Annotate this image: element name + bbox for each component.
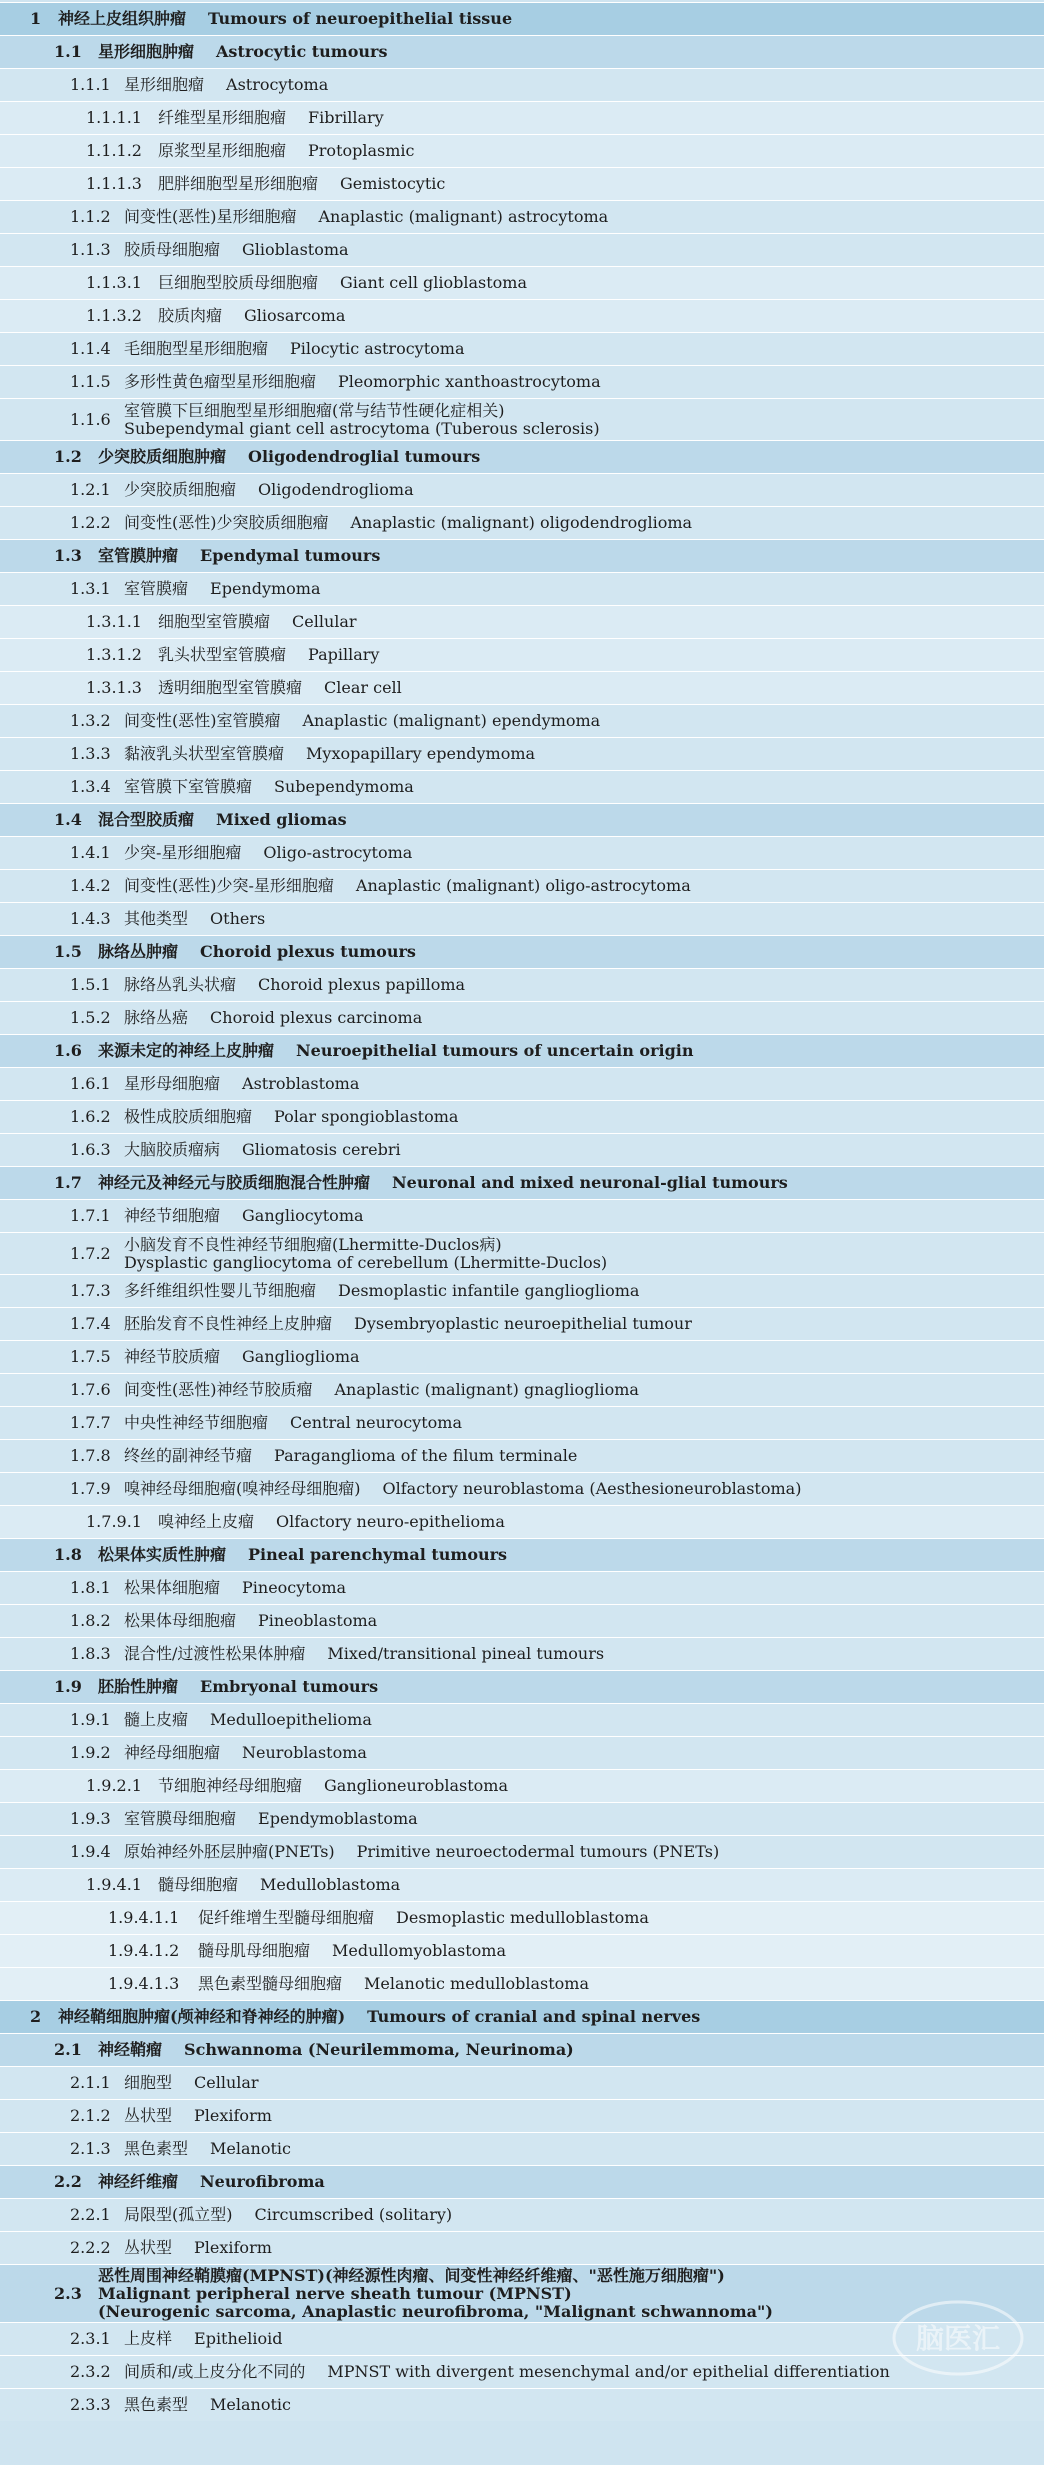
watermark-text: 脑医汇 — [915, 2322, 1001, 2355]
table-row — [0, 134, 1044, 167]
table-row — [0, 1001, 1044, 1034]
table-row — [0, 869, 1044, 902]
table-row — [0, 2388, 1044, 2421]
table-row — [0, 200, 1044, 233]
row-text-block — [124, 1236, 607, 1272]
row-english-name: Olfactory neuro-epithelioma — [276, 1512, 505, 1531]
row-line2: Subependymal giant cell astrocytoma (Tuberous sclerosis) — [124, 418, 600, 438]
row-english-name: Subependymoma — [274, 777, 414, 796]
row-english-name: Cellular — [194, 2073, 259, 2092]
table-row — [0, 68, 1044, 101]
table-row — [0, 1769, 1044, 1802]
row-number: 1.3.1.3 — [86, 678, 142, 697]
row-english-name: Neuronal and mixed neuronal-glial tumours — [392, 1173, 788, 1192]
row-english-name: Gangliocytoma — [242, 1206, 364, 1225]
row-chinese-name: 细胞型 — [124, 2073, 173, 2092]
row-chinese-name: 局限型(孤立型) — [124, 2205, 233, 2224]
table-row — [0, 2000, 1044, 2033]
row-number: 2.1.2 — [70, 2106, 111, 2125]
row-number: 1.3.3 — [70, 744, 111, 763]
row-chinese-name: 多纤维组织性婴儿节细胞瘤 — [124, 1281, 317, 1300]
table-row — [0, 1835, 1044, 1868]
table-row — [0, 1199, 1044, 1232]
row-number: 1.1.3.2 — [86, 306, 142, 325]
row-line2: Malignant peripheral nerve sheath tumour (MPNST) — [98, 2283, 572, 2303]
table-row — [0, 1100, 1044, 1133]
row-english-name: Schwannoma (Neurilemmoma, Neurinoma) — [184, 2040, 574, 2059]
row-number: 1.7.4 — [70, 1314, 111, 1333]
row-chinese-name: 脉络丛癌 — [124, 1008, 189, 1027]
row-chinese-name: 松果体细胞瘤 — [124, 1578, 221, 1597]
row-chinese-name: 神经母细胞瘤 — [124, 1743, 221, 1762]
table-row — [0, 737, 1044, 770]
row-english-name: Pineocytoma — [242, 1578, 347, 1597]
row-english-name: Ependymal tumours — [200, 546, 381, 565]
row-english-name: Plexiform — [194, 2106, 272, 2125]
row-english-name: Neuroepithelial tumours of uncertain origin — [296, 1041, 694, 1060]
row-english-name: Central neurocytoma — [290, 1413, 462, 1432]
row-english-name: Melanotic — [210, 2139, 291, 2158]
row-english-name: Olfactory neuroblastoma (Aesthesioneuroblastoma) — [382, 1479, 802, 1498]
row-chinese-name: 来源未定的神经上皮肿瘤 — [98, 1041, 275, 1060]
row-english-name: Ependymoblastoma — [258, 1809, 418, 1828]
table-row — [0, 365, 1044, 398]
row-english-name: Neurofibroma — [200, 2172, 325, 2191]
row-number: 1.9.2 — [70, 1743, 111, 1762]
row-number: 1.3.1.1 — [86, 612, 142, 631]
table-row — [0, 506, 1044, 539]
row-number: 1.1.1.2 — [86, 141, 142, 160]
row-chinese-name: 多形性黄色瘤型星形细胞瘤 — [124, 372, 317, 391]
row-english-name: Anaplastic (malignant) oligo-astrocytoma — [355, 876, 691, 895]
row-chinese-name: 松果体母细胞瘤 — [124, 1611, 237, 1630]
row-number: 1.7.6 — [70, 1380, 111, 1399]
row-number: 1.2 — [54, 447, 82, 466]
row-number: 1.4.3 — [70, 909, 111, 928]
table-row — [0, 770, 1044, 803]
row-chinese-name: 丛状型 — [124, 2238, 173, 2257]
table-row — [0, 1505, 1044, 1538]
row-chinese-name: 间变性(恶性)少突-星形细胞瘤 — [124, 876, 334, 895]
row-english-name: Ependymoma — [210, 579, 321, 598]
row-chinese-name: 少突-星形细胞瘤 — [124, 843, 242, 862]
row-number: 1.9.4.1.3 — [108, 1974, 180, 1993]
row-number: 1.7.9.1 — [86, 1512, 142, 1531]
row-number: 1.4 — [54, 810, 82, 829]
row-english-name: Fibrillary — [308, 108, 384, 127]
row-number: 1.9 — [54, 1677, 82, 1696]
row-number: 1.7.9 — [70, 1479, 111, 1498]
row-number: 1.1.1.3 — [86, 174, 142, 193]
row-number: 1.1.1.1 — [86, 108, 142, 127]
table-row — [0, 2231, 1044, 2264]
row-line1: 小脑发育不良性神经节细胞瘤(Lhermitte-Duclos病) — [124, 1234, 502, 1254]
row-english-name: Polar spongioblastoma — [274, 1107, 459, 1126]
row-line1: 恶性周围神经鞘膜瘤(MPNST)(神经源性肉瘤、间变性神经纤维瘤、"恶性施万细胞瘤") — [98, 2265, 725, 2285]
table-row — [0, 902, 1044, 935]
row-english-name: Oligo-astrocytoma — [263, 843, 413, 862]
table-row — [0, 1439, 1044, 1472]
row-number: 1.7.5 — [70, 1347, 111, 1366]
row-english-name: Epithelioid — [194, 2329, 283, 2348]
row-chinese-name: 促纤维增生型髓母细胞瘤 — [198, 1908, 375, 1927]
row-english-name: Tumours of cranial and spinal nerves — [367, 2007, 701, 2026]
row-number: 1.8.3 — [70, 1644, 111, 1663]
row-chinese-name: 髓母肌母细胞瘤 — [198, 1941, 311, 1960]
row-english-name: Medullomyoblastoma — [332, 1941, 507, 1960]
row-english-name: Protoplasmic — [308, 141, 415, 160]
table-row — [0, 1604, 1044, 1637]
row-english-name: Oligodendroglial tumours — [248, 447, 481, 466]
table-row — [0, 1868, 1044, 1901]
row-number: 1.5.1 — [70, 975, 111, 994]
table-row — [0, 1274, 1044, 1307]
row-chinese-name: 间变性(恶性)星形细胞瘤 — [124, 207, 297, 226]
table-row — [0, 2132, 1044, 2165]
row-number: 1.9.4 — [70, 1842, 111, 1861]
row-number: 2 — [30, 2007, 42, 2026]
row-english-name: MPNST with divergent mesenchymal and/or epithelial differentiation — [327, 2362, 890, 2381]
table-row — [0, 473, 1044, 506]
table-row — [0, 1736, 1044, 1769]
table-row — [0, 1034, 1044, 1067]
row-chinese-name: 室管膜下室管膜瘤 — [124, 777, 253, 796]
row-chinese-name: 星形细胞瘤 — [124, 75, 205, 94]
row-english-name: Anaplastic (malignant) ependymoma — [302, 711, 601, 730]
row-english-name: Astroblastoma — [242, 1074, 360, 1093]
table-row — [0, 968, 1044, 1001]
row-number: 1.9.1 — [70, 1710, 111, 1729]
row-number: 1.7.7 — [70, 1413, 111, 1432]
row-chinese-name: 星形母细胞瘤 — [124, 1074, 221, 1093]
table-row — [0, 572, 1044, 605]
row-chinese-name: 神经节细胞瘤 — [124, 1206, 221, 1225]
row-chinese-name: 节细胞神经母细胞瘤 — [158, 1776, 303, 1795]
table-row — [0, 1340, 1044, 1373]
row-chinese-name: 间质和/或上皮分化不同的 — [124, 2362, 306, 2381]
row-chinese-name: 神经鞘细胞肿瘤(颅神经和脊神经的肿瘤) — [58, 2007, 346, 2026]
row-english-name: Melanotic medulloblastoma — [364, 1974, 589, 1993]
row-line2: Dysplastic gangliocytoma of cerebellum (Lhermitte-Duclos) — [124, 1252, 608, 1272]
row-number: 1.8.2 — [70, 1611, 111, 1630]
row-line3: (Neurogenic sarcoma, Anaplastic neurofibroma, "Malignant schwannoma") — [98, 2301, 773, 2321]
row-chinese-name: 黏液乳头状型室管膜瘤 — [124, 744, 285, 763]
row-english-name: Astrocytoma — [226, 75, 329, 94]
row-chinese-name: 少突胶质细胞肿瘤 — [98, 447, 227, 466]
table-row — [0, 1703, 1044, 1736]
table-row — [0, 332, 1044, 365]
row-chinese-name: 间变性(恶性)神经节胶质瘤 — [124, 1380, 313, 1399]
row-english-name: Anaplastic (malignant) gnaglioglioma — [334, 1380, 639, 1399]
row-chinese-name: 脉络丛乳头状瘤 — [124, 975, 237, 994]
row-number: 1.1.3.1 — [86, 273, 142, 292]
table-row — [0, 1307, 1044, 1340]
row-english-name: Others — [210, 909, 266, 928]
row-chinese-name: 嗅神经上皮瘤 — [158, 1512, 255, 1531]
row-chinese-name: 室管膜母细胞瘤 — [124, 1809, 237, 1828]
row-english-name: Mixed/transitional pineal tumours — [327, 1644, 605, 1663]
row-chinese-name: 肥胖细胞型星形细胞瘤 — [158, 174, 319, 193]
row-english-name: Choroid plexus carcinoma — [210, 1008, 423, 1027]
table-row — [0, 803, 1044, 836]
row-english-name: Medulloepithelioma — [210, 1710, 372, 1729]
table-row — [0, 704, 1044, 737]
row-number: 1.5.2 — [70, 1008, 111, 1027]
row-number: 1.1.1 — [70, 75, 111, 94]
table-row — [0, 2033, 1044, 2066]
row-chinese-name: 嗅神经母细胞瘤(嗅神经母细胞瘤) — [124, 1479, 361, 1498]
table-row — [0, 398, 1044, 440]
row-number: 1.1.3 — [70, 240, 111, 259]
row-number: 1.5 — [54, 942, 82, 961]
table-row — [0, 638, 1044, 671]
table-row — [0, 605, 1044, 638]
row-number: 2.1.3 — [70, 2139, 111, 2158]
row-chinese-name: 星形细胞肿瘤 — [98, 42, 195, 61]
row-number: 1.4.2 — [70, 876, 111, 895]
table-row — [0, 836, 1044, 869]
row-chinese-name: 其他类型 — [124, 909, 189, 928]
row-english-name: Mixed gliomas — [216, 810, 347, 829]
row-english-name: Oligodendroglioma — [258, 480, 414, 499]
row-chinese-name: 上皮样 — [124, 2329, 173, 2348]
row-english-name: Gliomatosis cerebri — [242, 1140, 401, 1159]
row-number: 1.8 — [54, 1545, 82, 1564]
row-number: 1.9.4.1.2 — [108, 1941, 180, 1960]
row-chinese-name: 胶质母细胞瘤 — [124, 240, 221, 259]
row-text-block — [98, 2267, 773, 2321]
row-chinese-name: 混合性/过渡性松果体肿瘤 — [124, 1644, 306, 1663]
row-chinese-name: 黑色素型髓母细胞瘤 — [198, 1974, 343, 1993]
row-number: 2.2.2 — [70, 2238, 111, 2257]
row-english-name: Astrocytic tumours — [216, 42, 388, 61]
row-number: 1.1.6 — [70, 409, 111, 429]
row-english-name: Circumscribed (solitary) — [254, 2205, 453, 2224]
row-number: 1.7.1 — [70, 1206, 111, 1225]
row-number: 1.3.4 — [70, 777, 111, 796]
row-english-name: Pineoblastoma — [258, 1611, 378, 1630]
table-row — [0, 935, 1044, 968]
row-number: 1.3.2 — [70, 711, 111, 730]
row-number: 2.3.1 — [70, 2329, 111, 2348]
row-number: 1.6.2 — [70, 1107, 111, 1126]
row-number: 1.6.3 — [70, 1140, 111, 1159]
row-chinese-name: 原浆型星形细胞瘤 — [158, 141, 287, 160]
table-row — [0, 1538, 1044, 1571]
table-row — [0, 2165, 1044, 2198]
row-number: 2.3 — [54, 2283, 82, 2303]
table-row — [0, 2099, 1044, 2132]
row-chinese-name: 神经纤维瘤 — [98, 2172, 179, 2191]
row-chinese-name: 胚胎发育不良性神经上皮肿瘤 — [124, 1314, 333, 1333]
row-number: 1.6 — [54, 1041, 82, 1060]
row-chinese-name: 神经鞘瘤 — [98, 2040, 163, 2059]
row-number: 1.7.2 — [70, 1243, 111, 1263]
table-row — [0, 1166, 1044, 1199]
row-english-name: Ganglioglioma — [242, 1347, 360, 1366]
row-chinese-name: 黑色素型 — [124, 2395, 189, 2414]
row-chinese-name: 原始神经外胚层肿瘤(PNETs) — [124, 1842, 335, 1861]
table-row — [0, 1934, 1044, 1967]
row-number: 1.1.5 — [70, 372, 111, 391]
table-row — [0, 539, 1044, 572]
row-number: 1.2.2 — [70, 513, 111, 532]
row-english-name: Glioblastoma — [242, 240, 349, 259]
row-chinese-name: 中央性神经节细胞瘤 — [124, 1413, 269, 1432]
row-text-block — [124, 402, 600, 438]
table-row — [0, 440, 1044, 473]
table-row — [0, 2198, 1044, 2231]
table-row — [0, 671, 1044, 704]
row-number: 1.4.1 — [70, 843, 111, 862]
row-chinese-name: 间变性(恶性)室管膜瘤 — [124, 711, 281, 730]
row-number: 1.1.2 — [70, 207, 111, 226]
table-row — [0, 167, 1044, 200]
row-number: 1.7.8 — [70, 1446, 111, 1465]
row-number: 1.3.1.2 — [86, 645, 142, 664]
row-chinese-name: 大脑胶质瘤病 — [124, 1140, 221, 1159]
row-chinese-name: 间变性(恶性)少突胶质细胞瘤 — [124, 513, 329, 532]
row-english-name: Tumours of neuroepithelial tissue — [208, 9, 513, 28]
row-english-name: Anaplastic (malignant) astrocytoma — [318, 207, 609, 226]
row-english-name: Dysembryoplastic neuroepithelial tumour — [354, 1314, 692, 1333]
row-english-name: Pineal parenchymal tumours — [248, 1545, 508, 1564]
row-number: 1.7 — [54, 1173, 82, 1192]
row-english-name: Choroid plexus papilloma — [258, 975, 466, 994]
row-chinese-name: 乳头状型室管膜瘤 — [158, 645, 287, 664]
row-chinese-name: 室管膜肿瘤 — [98, 546, 179, 565]
row-english-name: Gliosarcoma — [244, 306, 346, 325]
row-chinese-name: 少突胶质细胞瘤 — [124, 480, 237, 499]
row-number: 2.3.2 — [70, 2362, 111, 2381]
row-english-name: Embryonal tumours — [200, 1677, 379, 1696]
table-row — [0, 266, 1044, 299]
row-number: 1.9.2.1 — [86, 1776, 142, 1795]
row-chinese-name: 脉络丛肿瘤 — [98, 942, 179, 961]
row-english-name: Ganglioneuroblastoma — [324, 1776, 508, 1795]
row-number: 1.9.4.1 — [86, 1875, 142, 1894]
table-row — [0, 1472, 1044, 1505]
row-english-name: Gemistocytic — [340, 174, 446, 193]
table-row — [0, 1802, 1044, 1835]
row-chinese-name: 松果体实质性肿瘤 — [98, 1545, 227, 1564]
row-english-name: Desmoplastic medulloblastoma — [396, 1908, 649, 1927]
row-chinese-name: 神经节胶质瘤 — [124, 1347, 221, 1366]
row-chinese-name: 混合型胶质瘤 — [98, 810, 195, 829]
table-row — [0, 2322, 1044, 2355]
row-number: 2.1 — [54, 2040, 82, 2059]
row-chinese-name: 神经上皮组织肿瘤 — [58, 9, 187, 28]
table-row — [0, 35, 1044, 68]
table-row — [0, 2, 1044, 35]
row-chinese-name: 纤维型星形细胞瘤 — [158, 108, 287, 127]
table-row — [0, 299, 1044, 332]
row-chinese-name: 终丝的副神经节瘤 — [124, 1446, 253, 1465]
table-row — [0, 1571, 1044, 1604]
row-chinese-name: 神经元及神经元与胶质细胞混合性肿瘤 — [98, 1173, 371, 1192]
table-row — [0, 1406, 1044, 1439]
table-row — [0, 1901, 1044, 1934]
row-chinese-name: 胶质肉瘤 — [158, 306, 223, 325]
row-english-name: Desmoplastic infantile ganglioglioma — [338, 1281, 640, 1300]
row-english-name: Pilocytic astrocytoma — [290, 339, 465, 358]
row-chinese-name: 细胞型室管膜瘤 — [158, 612, 271, 631]
row-number: 1.8.1 — [70, 1578, 111, 1597]
row-number: 2.3.3 — [70, 2395, 111, 2414]
row-number: 1.1 — [54, 42, 82, 61]
row-chinese-name: 髓上皮瘤 — [124, 1710, 189, 1729]
row-number: 1.9.3 — [70, 1809, 111, 1828]
table-row — [0, 1133, 1044, 1166]
row-chinese-name: 毛细胞型星形细胞瘤 — [124, 339, 269, 358]
table-row — [0, 2355, 1044, 2388]
row-number: 2.2.1 — [70, 2205, 111, 2224]
row-english-name: Plexiform — [194, 2238, 272, 2257]
row-english-name: Neuroblastoma — [242, 1743, 367, 1762]
row-english-name: Primitive neuroectodermal tumours (PNETs) — [356, 1842, 720, 1861]
row-english-name: Medulloblastoma — [260, 1875, 401, 1894]
row-number: 1.7.3 — [70, 1281, 111, 1300]
row-english-name: Cellular — [292, 612, 357, 631]
row-number: 1.3.1 — [70, 579, 111, 598]
table-row — [0, 101, 1044, 134]
row-chinese-name: 髓母细胞瘤 — [158, 1875, 239, 1894]
row-chinese-name: 透明细胞型室管膜瘤 — [158, 678, 303, 697]
row-chinese-name: 极性成胶质细胞瘤 — [124, 1107, 253, 1126]
table-row — [0, 233, 1044, 266]
row-english-name: Choroid plexus tumours — [200, 942, 416, 961]
row-chinese-name: 丛状型 — [124, 2106, 173, 2125]
row-english-name: Myxopapillary ependymoma — [306, 744, 536, 763]
table-row — [0, 1232, 1044, 1274]
row-number: 1.2.1 — [70, 480, 111, 499]
table-row — [0, 1637, 1044, 1670]
row-english-name: Paraganglioma of the filum terminale — [274, 1446, 578, 1465]
row-chinese-name: 室管膜瘤 — [124, 579, 189, 598]
row-number: 2.2 — [54, 2172, 82, 2191]
row-chinese-name: 胚胎性肿瘤 — [98, 1677, 179, 1696]
row-number: 2.1.1 — [70, 2073, 111, 2092]
row-number: 1 — [30, 9, 42, 28]
row-english-name: Papillary — [308, 645, 380, 664]
row-english-name: Clear cell — [324, 678, 402, 697]
row-english-name: Anaplastic (malignant) oligodendroglioma — [350, 513, 693, 532]
table-row — [0, 1373, 1044, 1406]
table-row — [0, 1067, 1044, 1100]
row-number: 1.9.4.1.1 — [108, 1908, 180, 1927]
row-english-name: Giant cell glioblastoma — [340, 273, 528, 292]
row-chinese-name: 巨细胞型胶质母细胞瘤 — [158, 273, 319, 292]
row-number: 1.1.4 — [70, 339, 111, 358]
row-number: 1.3 — [54, 546, 82, 565]
table-row — [0, 1967, 1044, 2000]
row-english-name: Pleomorphic xanthoastrocytoma — [338, 372, 601, 391]
table-row — [0, 1670, 1044, 1703]
row-line1: 室管膜下巨细胞型星形细胞瘤(常与结节性硬化症相关) — [124, 400, 505, 420]
row-number: 1.6.1 — [70, 1074, 111, 1093]
table-row — [0, 2066, 1044, 2099]
row-english-name: Melanotic — [210, 2395, 291, 2414]
table-row — [0, 2264, 1044, 2322]
row-chinese-name: 黑色素型 — [124, 2139, 189, 2158]
